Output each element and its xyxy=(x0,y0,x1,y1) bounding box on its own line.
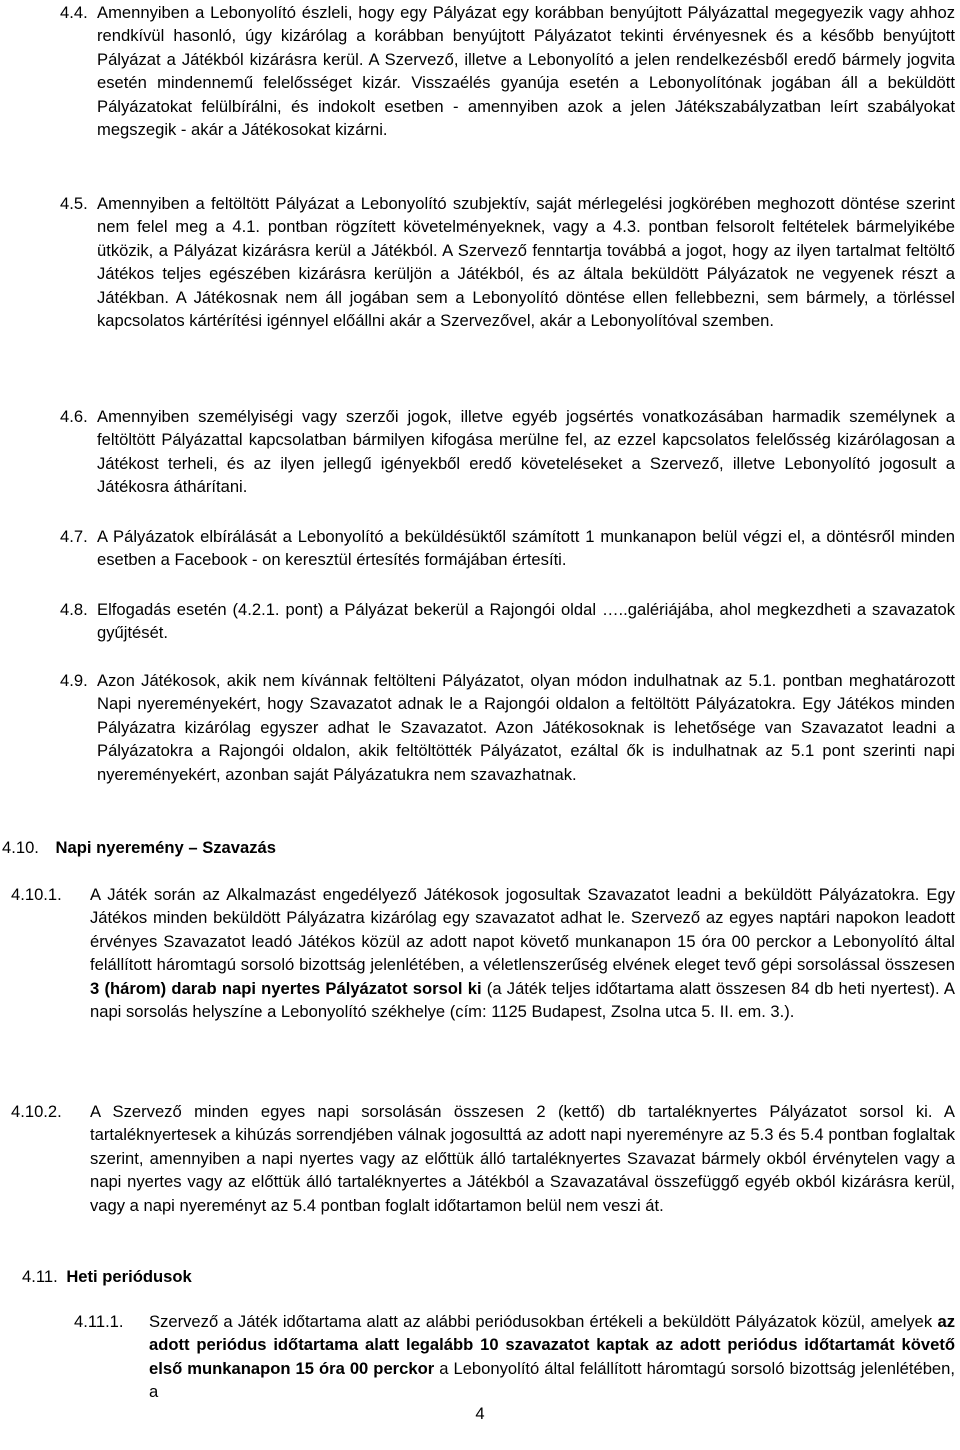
text-bold-part: 3 (három) darab napi nyertes Pályázatot sorsol ki xyxy=(90,978,482,998)
section-text xyxy=(149,1310,955,1404)
heading-title: Heti periódusok xyxy=(66,1267,192,1286)
section-4-4 xyxy=(60,1,955,141)
section-4-11-1 xyxy=(74,1310,955,1404)
page-number: 4 xyxy=(475,1404,485,1423)
section-number: 4.9. xyxy=(60,671,88,690)
section-text: Azon Játékosok, akik nem kívánnak feltölteni Pályázatot, olyan módon indulhatnak az 5.1. pontban meghatározott Napi nyereményekért, hogy Szavazatot adnak le a Rajongói oldalon a feltöltött Pályázatokra. Egy Játékos minden Pályázatra kizárólag egyszer adhat le Szavazatot. Azon Játékosoknak is lehetősége van Szavazatot leadni a Pályázatokra a Rajongói oldalon, akik feltöltötték Pályázatot, ezáltal ők is indulhatnak az 5.1 pont szerinti napi nyereményekért, azonban saját Pályázatukra nem szavazhatnak. xyxy=(97,671,955,784)
section-4-10-1 xyxy=(11,883,955,1023)
section-4-10-2 xyxy=(11,1100,955,1217)
section-heading-4-10 xyxy=(2,836,276,859)
section-text: A Szervező minden egyes napi sorsolásán összesen 2 (kettő) db tartaléknyertes Pályázatot sorsol ki. A tartaléknyertesek a kihúzás sorrendjében válnak jogosulttá az adott napi nyereményre az 5.3 és 5.4 pontban foglaltak szerint, amennyiben a napi nyertes vagy az előttük álló tartaléknyertes Szavazat bármely okból érvénytelen vagy a napi nyertes vagy az előttük álló tartaléknyertes a Játékból a Szavazatával összefüggő egyéb okból kizárásra kerül, vagy a napi nyereményt az 5.4 pontban foglalt időtartamon belül nem veszi át. xyxy=(90,1102,955,1215)
section-4-7 xyxy=(60,525,955,572)
section-text: Elfogadás esetén (4.2.1. pont) a Pályázat bekerül a Rajongói oldal …..galériájába, ahol megkezdheti a szavazatok gyűjtését. xyxy=(97,600,955,643)
section-text: Amennyiben a Lebonyolító észleli, hogy egy Pályázat egy korábban benyújtott Pályázattal megegyezik vagy ahhoz rendkívül hasonló, úgy kizárólag a korábban benyújtott Pályázatot tekinti érvényesnek és a később benyújtott Pályázat a Játékból kizárásra kerül. A Szervező, illetve a Lebonyolító a jelen rendelkezésből eredő bármely jogvita esetén mindennemű felelősséget kizár. Visszaélés gyanúja esetén a Lebonyolítónak jogában áll a beküldött Pályázatokat felülbírálni, és indokolt esetben - amennyiben azok a jelen Játékszabályzatban leírt szabályokat megszegik - akár a Játékosokat kizárni. xyxy=(97,3,955,140)
heading-number: 4.10. xyxy=(2,838,39,857)
section-text: Amennyiben személyiségi vagy szerzői jogok, illetve egyéb jogsértés vonatkozásában harmadik személynek a feltöltött Pályázattal kapcsolatban bármilyen kifogása merülne fel, az ezzel kapcsolatos felelősség kizárólagosan a Játékost terheli, és az ilyen jellegű igényekből eredő követeléseket a Szervező, illetve Lebonyolító jogosult a Játékosra áthárítani. xyxy=(97,407,955,497)
section-text xyxy=(90,883,955,1023)
section-4-9 xyxy=(60,669,955,786)
text-part: Szervező a Játék időtartama alatt az alábbi periódusokban értékeli a beküldött Pályázatok közül, amelyek xyxy=(149,1312,938,1331)
section-number: 4.11.1. xyxy=(74,1312,124,1331)
section-number: 4.6. xyxy=(60,407,88,426)
section-text: Amennyiben a feltöltött Pályázat a Lebonyolító szubjektív, saját mérlegelési jogkörében meghozott döntése szerint nem felel meg a 4.1. pontban rögzített követelményeknek, vagy a 4.3. pontban felsorolt feltételek bármelyikébe ütközik, a Pályázat kizárásra kerül a Játékból. A Szervező fenntartja továbbá a jogot, hogy az ilyen tartalmat feltöltő Játékos teljes egészében kizárásra kerüljön a Játékból, és az általa beküldött Pályázatok ne vegyenek részt a Játékban. A Játékosnak nem áll jogában sem a Lebonyolító döntése ellen fellebbezni, sem bármely, a törléssel kapcsolatos kártérítési igénnyel előállni akár a Szervezővel, akár a Lebonyolítóval szemben. xyxy=(97,194,955,331)
section-number: 4.10.2. xyxy=(11,1102,62,1121)
section-number: 4.10.1. xyxy=(11,885,62,904)
section-text: A Pályázatok elbírálását a Lebonyolító a beküldésüktől számított 1 munkanapon belül végzi el, a döntésről minden esetben a Facebook - on keresztül értesítés formájában értesíti. xyxy=(97,527,955,570)
section-number: 4.7. xyxy=(60,527,88,546)
text-part: (a Játék teljes időtartama alatt összesen 84 db heti nyertest). A napi sorsolás helyszíne a Lebonyolító székhelye (cím: 1125 Budapest, Zsolna utca 5. II. em. 3.). xyxy=(90,978,955,1022)
text-part: A Játék során az Alkalmazást engedélyező Játékosok jogosultak Szavazatot leadni a beküldött Pályázatokra. Egy Játékos minden beküldött Pályázatra kizárólag egy szavazatot adhat le. Szervező az egyes naptári napokon leadott érvényes Szavazatot leadó Játékos közül az adott napot követő munkanapon 15 óra 00 perckor a Lebonyolító által felállított háromtagú sorsoló bizottság jelenlétében, a véletlenszerűség elvének eleget tevő gépi sorsolással összesen xyxy=(90,885,955,975)
heading-number: 4.11. xyxy=(22,1267,58,1286)
section-4-8 xyxy=(60,598,955,645)
heading-title: Napi nyeremény – Szavazás xyxy=(55,838,276,857)
section-4-6 xyxy=(60,405,955,499)
section-heading-4-11 xyxy=(22,1265,192,1288)
section-4-5 xyxy=(60,192,955,332)
text-bold-part: az adott periódus időtartama alatt legalább 10 szavazatot kaptak az adott periódus időtartamát követő első munkanapon 15 óra 00 perckor xyxy=(149,1312,955,1378)
section-number: 4.5. xyxy=(60,194,88,213)
text-part: a Lebonyolító által felállított háromtagú sorsoló bizottság jelenlétében, a xyxy=(149,1358,955,1402)
section-number: 4.8. xyxy=(60,600,88,619)
section-number: 4.4. xyxy=(60,3,88,22)
